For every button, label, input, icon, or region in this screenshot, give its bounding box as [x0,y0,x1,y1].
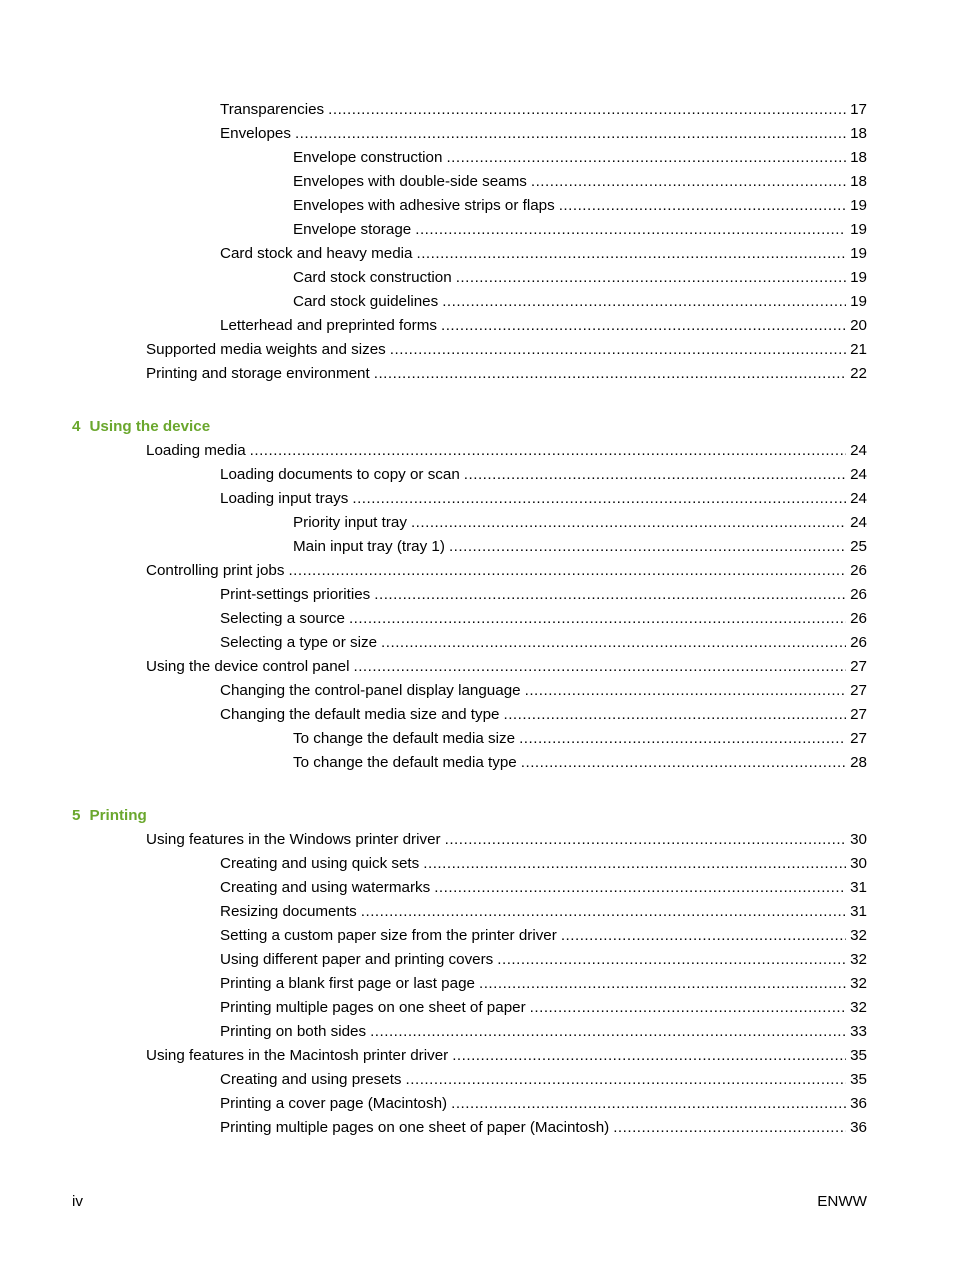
toc-entry-page-number: 24 [846,514,867,531]
toc-entry[interactable] [220,699,867,723]
toc-entry-title: Creating and using quick sets [220,855,423,872]
toc-entry-title: Changing the default media size and type [220,706,503,723]
toc-entry-page-number: 19 [846,221,867,238]
toc-entry[interactable] [146,651,867,675]
toc-entry-page-number: 35 [846,1071,867,1088]
dot-leader [328,101,846,118]
dot-leader [521,754,846,771]
dot-leader [434,879,846,896]
toc-entry-title: Print-settings priorities [220,586,374,603]
toc-entry-title: Using the device control panel [146,658,353,675]
dot-leader [479,975,846,992]
footer-page-number: iv [72,1193,83,1210]
toc-entry-title: Transparencies [220,101,328,118]
chapter-number: 5 [72,807,81,824]
dot-leader [456,269,846,286]
toc-entry-page-number: 21 [846,341,867,358]
toc-entry-page-number: 26 [846,610,867,627]
toc-entry-page-number: 20 [846,317,867,334]
toc-entry[interactable] [220,310,867,334]
toc-entry-title: Setting a custom paper size from the printer driver [220,927,561,944]
toc-entry-title: Using features in the Macintosh printer driver [146,1047,452,1064]
toc-entry-page-number: 18 [846,125,867,142]
toc-entry[interactable] [146,358,867,382]
chapter-number: 4 [72,418,81,435]
dot-leader [415,221,846,238]
dot-leader [381,634,846,651]
toc-entry-page-number: 18 [846,173,867,190]
toc-entry-page-number: 24 [846,442,867,459]
toc-entry-title: Envelope storage [293,221,415,238]
toc-entry[interactable] [220,896,867,920]
dot-leader [449,538,846,555]
toc-entry[interactable] [146,334,867,358]
toc-entry-page-number: 26 [846,634,867,651]
toc-entry[interactable] [220,94,867,118]
footer-doc-code: ENWW [817,1193,867,1210]
toc-entry[interactable] [293,747,867,771]
toc-entry[interactable] [220,1088,867,1112]
dot-leader [445,831,847,848]
dot-leader [370,1023,846,1040]
toc-entry[interactable] [220,603,867,627]
toc-entry[interactable] [220,944,867,968]
toc-entry[interactable] [220,968,867,992]
toc-entry-title: Using features in the Windows printer driver [146,831,445,848]
toc-entry-title: Controlling print jobs [146,562,288,579]
toc-entry[interactable] [146,555,867,579]
toc-entry-title: Loading input trays [220,490,352,507]
toc-entry[interactable] [146,1040,867,1064]
toc-entry-title: Envelopes with adhesive strips or flaps [293,197,559,214]
dot-leader [503,706,846,723]
dot-leader [250,442,846,459]
toc-entry[interactable] [146,435,867,459]
toc-entry-title: Printing a cover page (Macintosh) [220,1095,451,1112]
toc-entry-title: Letterhead and preprinted forms [220,317,441,334]
toc-entry-page-number: 30 [846,831,867,848]
toc-entry-title: Printing on both sides [220,1023,370,1040]
dot-leader [446,149,846,166]
toc-entry-page-number: 27 [846,658,867,675]
dot-leader [530,999,846,1016]
dot-leader [349,610,846,627]
toc-entry-page-number: 26 [846,562,867,579]
toc-entry-page-number: 19 [846,245,867,262]
toc-entry-title: Printing and storage environment [146,365,374,382]
dot-leader [361,903,846,920]
toc-entry-title: Selecting a type or size [220,634,381,651]
toc-entry[interactable] [293,286,867,310]
toc-entry-title: Loading documents to copy or scan [220,466,464,483]
toc-entry-title: Priority input tray [293,514,411,531]
toc-entry-title: Envelope construction [293,149,446,166]
toc-entry-page-number: 33 [846,1023,867,1040]
dot-leader [613,1119,846,1136]
toc-entry[interactable] [293,142,867,166]
dot-leader [374,365,846,382]
toc-entry[interactable] [220,459,867,483]
toc-entry[interactable] [293,507,867,531]
toc-entry-title: Card stock and heavy media [220,245,416,262]
dot-leader [519,730,846,747]
toc-entry-page-number: 25 [846,538,867,555]
toc-entry-page-number: 17 [846,101,867,118]
toc-entry[interactable] [293,190,867,214]
toc-entry[interactable] [220,1064,867,1088]
toc-entry-page-number: 24 [846,490,867,507]
toc-entry-page-number: 36 [846,1095,867,1112]
toc-entry-title: Resizing documents [220,903,361,920]
toc-entry-page-number: 31 [846,879,867,896]
toc-entry[interactable] [220,627,867,651]
dot-leader [442,293,846,310]
toc-page [0,94,954,1136]
toc-entry[interactable] [220,1112,867,1136]
chapter-title: Printing [89,807,147,824]
dot-leader [416,245,846,262]
dot-leader [452,1047,846,1064]
toc-entry-page-number: 18 [846,149,867,166]
toc-entry-page-number: 32 [846,951,867,968]
toc-entry-page-number: 32 [846,975,867,992]
dot-leader [411,514,846,531]
toc-entry-page-number: 31 [846,903,867,920]
toc-entry[interactable] [293,262,867,286]
dot-leader [374,586,846,603]
toc-entry-title: Supported media weights and sizes [146,341,390,358]
toc-entry[interactable] [220,848,867,872]
dot-leader [390,341,846,358]
toc-entry-title: Envelopes with double-side seams [293,173,531,190]
toc-entry[interactable] [293,531,867,555]
toc-entry-title: Creating and using presets [220,1071,406,1088]
toc-entry-title: Printing multiple pages on one sheet of paper [220,999,530,1016]
toc-entry[interactable] [220,872,867,896]
toc-entry-title: Printing multiple pages on one sheet of paper (Macintosh) [220,1119,613,1136]
toc-entry-page-number: 26 [846,586,867,603]
toc-entry[interactable] [293,166,867,190]
toc-entry-page-number: 22 [846,365,867,382]
chapter-heading[interactable] [72,411,954,435]
toc-entry-title: Changing the control-panel display language [220,682,525,699]
toc-entry-title: Main input tray (tray 1) [293,538,449,555]
toc-entry[interactable] [293,723,867,747]
toc-entry[interactable] [220,579,867,603]
toc-entry[interactable] [293,214,867,238]
toc-entry-page-number: 28 [846,754,867,771]
chapter-heading[interactable] [72,800,954,824]
toc-entry-page-number: 19 [846,197,867,214]
toc-entry-page-number: 27 [846,682,867,699]
dot-leader [295,125,846,142]
dot-leader [451,1095,846,1112]
toc-entry-page-number: 19 [846,269,867,286]
toc-entry-title: To change the default media size [293,730,519,747]
toc-entry[interactable] [220,483,867,507]
toc-entry-page-number: 32 [846,927,867,944]
toc-entry-page-number: 36 [846,1119,867,1136]
dot-leader [406,1071,847,1088]
toc-entry-page-number: 35 [846,1047,867,1064]
dot-leader [288,562,846,579]
page-footer [72,1193,867,1210]
toc-entry[interactable] [220,1016,867,1040]
toc-entry-title: Card stock guidelines [293,293,442,310]
toc-entry[interactable] [220,118,867,142]
toc-entry-page-number: 32 [846,999,867,1016]
toc-entry-page-number: 27 [846,706,867,723]
dot-leader [353,658,846,675]
dot-leader [525,682,847,699]
dot-leader [441,317,846,334]
toc-entry-page-number: 19 [846,293,867,310]
toc-entry-title: To change the default media type [293,754,521,771]
toc-entry[interactable] [220,992,867,1016]
toc-entry-page-number: 30 [846,855,867,872]
toc-entry-page-number: 27 [846,730,867,747]
dot-leader [423,855,846,872]
dot-leader [559,197,846,214]
toc-entry-title: Loading media [146,442,250,459]
toc-entry[interactable] [220,920,867,944]
toc-entry-title: Printing a blank first page or last page [220,975,479,992]
toc-entry-title: Card stock construction [293,269,456,286]
dot-leader [561,927,846,944]
toc-entry-page-number: 24 [846,466,867,483]
dot-leader [497,951,846,968]
dot-leader [464,466,846,483]
dot-leader [531,173,846,190]
toc-entry[interactable] [220,238,867,262]
toc-entry[interactable] [146,824,867,848]
toc-entry[interactable] [220,675,867,699]
toc-entry-title: Envelopes [220,125,295,142]
toc-entry-title: Selecting a source [220,610,349,627]
dot-leader [352,490,846,507]
chapter-title: Using the device [89,418,211,435]
toc-entry-title: Using different paper and printing covers [220,951,497,968]
toc-entry-title: Creating and using watermarks [220,879,434,896]
